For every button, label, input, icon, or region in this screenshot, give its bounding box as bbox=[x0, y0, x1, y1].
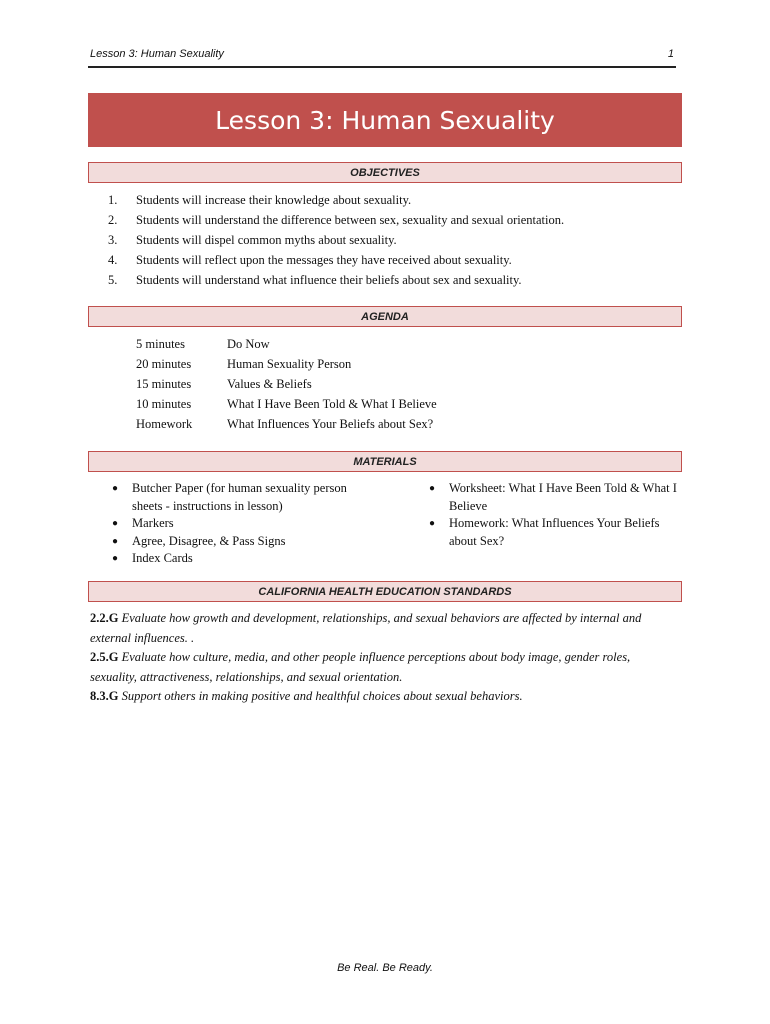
objective-text: Students will understand the difference between sex, sexuality and sexual orientation. bbox=[136, 213, 565, 227]
standard-item bbox=[90, 609, 680, 648]
agenda-heading bbox=[88, 306, 682, 327]
agenda-activity: Human Sexuality Person bbox=[227, 357, 352, 371]
material-text: Agree, Disagree, & Pass Signs bbox=[132, 533, 286, 548]
agenda-row bbox=[136, 334, 437, 354]
standard-item bbox=[90, 648, 680, 687]
bullet-icon: ● bbox=[112, 518, 119, 529]
objective-item bbox=[108, 210, 668, 230]
agenda-activity: What I Have Been Told & What I Believe bbox=[227, 397, 437, 411]
agenda-row bbox=[136, 374, 437, 394]
bullet-icon: ● bbox=[112, 483, 119, 494]
bullet-icon: ● bbox=[429, 483, 436, 494]
header-lesson-title: Lesson 3: Human Sexuality bbox=[90, 48, 224, 60]
material-item bbox=[425, 515, 680, 550]
standards-list bbox=[90, 609, 680, 707]
agenda-time: 10 minutes bbox=[136, 397, 192, 411]
bullet-icon: ● bbox=[429, 518, 436, 529]
standard-text: Support others in making positive and healthful choices about sexual behaviors. bbox=[121, 689, 523, 703]
agenda-row bbox=[136, 354, 437, 374]
agenda-row bbox=[136, 394, 437, 414]
agenda-heading-label: AGENDA bbox=[361, 310, 409, 323]
materials-heading-label: MATERIALS bbox=[353, 455, 417, 468]
objective-item bbox=[108, 270, 668, 290]
material-item bbox=[108, 480, 378, 515]
title-banner bbox=[88, 93, 682, 147]
material-text: Homework: What Influences Your Beliefs about Sex? bbox=[449, 516, 660, 548]
material-text: Index Cards bbox=[132, 551, 193, 565]
header-page-number: 1 bbox=[667, 48, 674, 60]
objective-text: Students will understand what influence their beliefs about sex and sexuality. bbox=[136, 273, 522, 287]
material-item bbox=[108, 515, 378, 533]
material-item bbox=[108, 550, 378, 568]
agenda-table bbox=[136, 334, 437, 434]
material-item bbox=[108, 533, 378, 551]
agenda-activity: Do Now bbox=[227, 337, 270, 351]
standard-code: 2.5.G bbox=[90, 650, 119, 664]
bullet-icon: ● bbox=[112, 553, 119, 564]
bullet-icon: ● bbox=[112, 535, 119, 547]
objective-number: 1. bbox=[108, 193, 118, 207]
materials-heading bbox=[88, 451, 682, 472]
standards-heading bbox=[88, 581, 682, 602]
agenda-activity: Values & Beliefs bbox=[227, 377, 312, 391]
material-text: Markers bbox=[132, 516, 174, 530]
standards-heading-label: CALIFORNIA HEALTH EDUCATION STANDARDS bbox=[258, 585, 512, 598]
materials-list-right bbox=[425, 480, 680, 550]
standard-item bbox=[90, 687, 680, 707]
objective-text: Students will increase their knowledge about sexuality. bbox=[136, 193, 412, 207]
agenda-time: 20 minutes bbox=[136, 357, 192, 371]
objectives-list bbox=[108, 190, 668, 290]
agenda-row bbox=[136, 414, 437, 434]
objective-number: 2. bbox=[108, 213, 118, 227]
material-text: Worksheet: What I Have Been Told & What I Believe bbox=[449, 481, 677, 513]
objective-item bbox=[108, 190, 668, 210]
objective-text: Students will dispel common myths about sexuality. bbox=[136, 233, 397, 247]
material-text: Butcher Paper (for human sexuality person sheets - instructions in lesson) bbox=[132, 481, 347, 513]
objective-number: 3. bbox=[108, 233, 118, 247]
page-title: Lesson 3: Human Sexuality bbox=[215, 105, 555, 135]
standard-code: 2.2.G bbox=[90, 611, 119, 625]
agenda-activity: What Influences Your Beliefs about Sex? bbox=[227, 417, 434, 431]
objective-number: 4. bbox=[108, 253, 118, 267]
materials-list-left bbox=[108, 480, 378, 568]
objective-item bbox=[108, 230, 668, 250]
objective-item bbox=[108, 250, 668, 270]
agenda-time: 15 minutes bbox=[136, 377, 192, 391]
objective-text: Students will reflect upon the messages they have received about sexuality. bbox=[136, 253, 512, 267]
standard-code: 8.3.G bbox=[90, 689, 119, 703]
standard-text: Evaluate how growth and development, relationships, and sexual behaviors are affected by internal and external influences. . bbox=[90, 611, 642, 645]
material-item bbox=[425, 480, 680, 515]
page-footer: Be Real. Be Ready. bbox=[337, 962, 433, 974]
objective-number: 5. bbox=[108, 273, 118, 287]
objectives-heading-label: OBJECTIVES bbox=[350, 166, 420, 179]
standard-text: Evaluate how culture, media, and other people influence perceptions about body image, gender roles, sexuality, attractiveness, relationships, and sexual orientation. bbox=[90, 650, 631, 684]
agenda-time: 5 minutes bbox=[136, 337, 185, 351]
page-header bbox=[88, 46, 676, 68]
agenda-time: Homework bbox=[136, 417, 193, 431]
objectives-heading bbox=[88, 162, 682, 183]
